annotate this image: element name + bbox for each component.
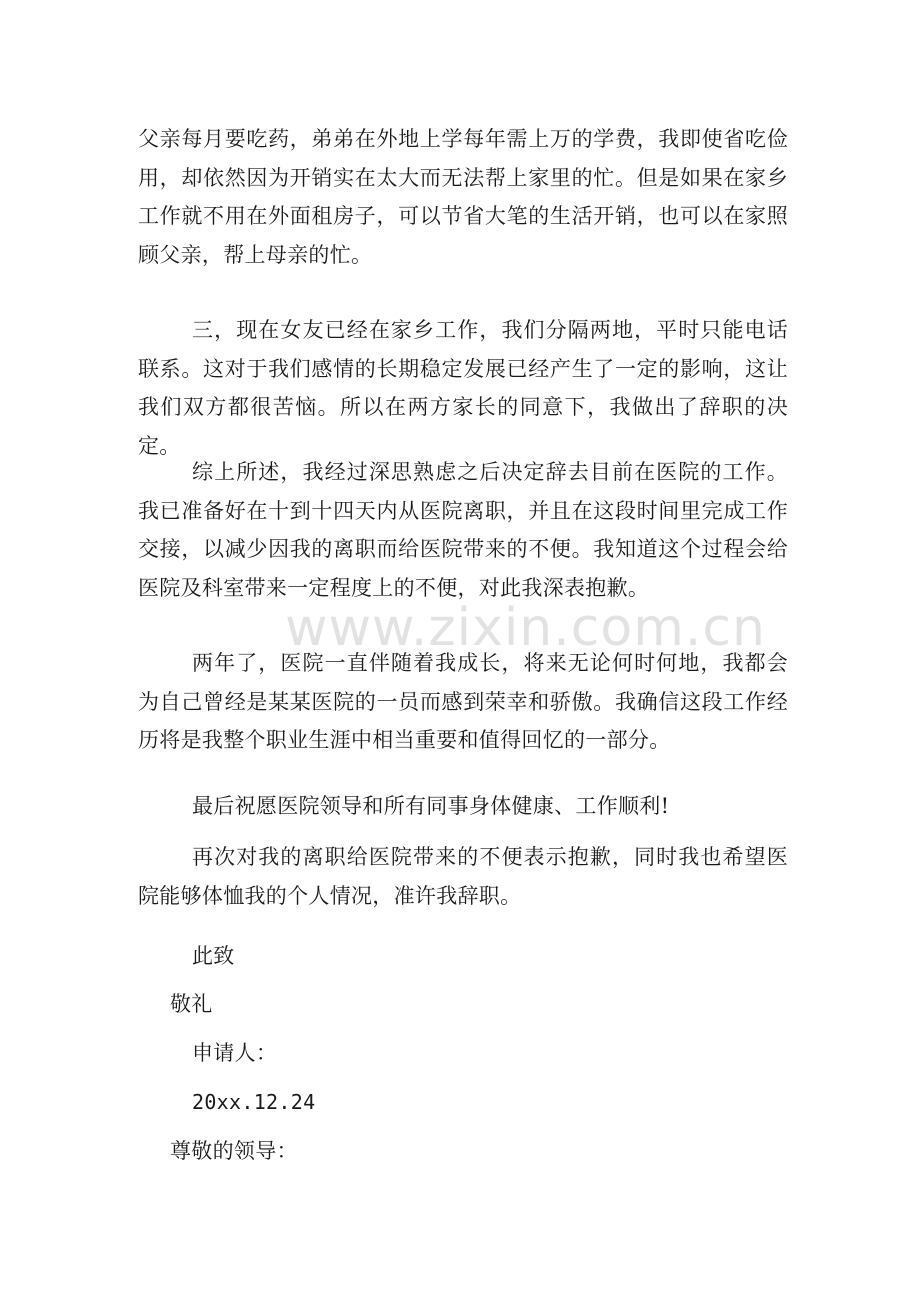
paragraph-girlfriend-reason: 三，现在女友已经在家乡工作，我们分隔两地，平时只能电话联系。这对于我们感情的长期稳定发展已经产生了一定的影响，这让我们双方都很苦恼。所以在两方家长的同意下，我做出了辞职的决定。 — [138, 318, 788, 458]
letter-date: 20xx.12.24 — [192, 1090, 316, 1114]
paragraph-two-years: 两年了，医院一直伴随着我成长，将来无论何时何地，我都会为自己曾经是某某医院的一员而感到荣幸和骄傲。我确信这段工作经历将是我整个职业生涯中相当重要和值得回忆的一部分。 — [138, 651, 788, 752]
watermark: www.zixin.com.cn — [285, 598, 766, 658]
salutation: 敬礼 — [170, 992, 213, 1016]
closing-phrase: 此致 — [192, 944, 235, 968]
paragraph-summary-decision: 综上所述，我经过深思熟虑之后决定辞去目前在医院的工作。我已准备好在十到十四天内从医院离职，并且在这段时间里完成工作交接，以减少因我的离职而给医院带来的不便。我知道这个过程会给医院及科室带来一定程度上的不便，对此我深表抱歉。 — [138, 460, 788, 600]
paragraph-best-wishes: 最后祝愿医院领导和所有同事身体健康、工作顺利! — [192, 794, 670, 818]
applicant-label: 申请人： — [192, 1041, 278, 1065]
next-letter-greeting: 尊敬的领导： — [170, 1139, 298, 1163]
paragraph-apology: 再次对我的离职给医院带来的不便表示抱歉，同时我也希望医院能够体恤我的个人情况，准许我辞职。 — [138, 845, 788, 908]
paragraph-family-expenses: 父亲每月要吃药，弟弟在外地上学每年需上万的学费，我即使省吃俭用，却依然因为开销实在太大而无法帮上家里的忙。但是如果在家乡工作就不用在外面租房子，可以节省大笔的生活开销，也可以在家照顾父亲，帮上母亲的忙。 — [138, 127, 788, 267]
